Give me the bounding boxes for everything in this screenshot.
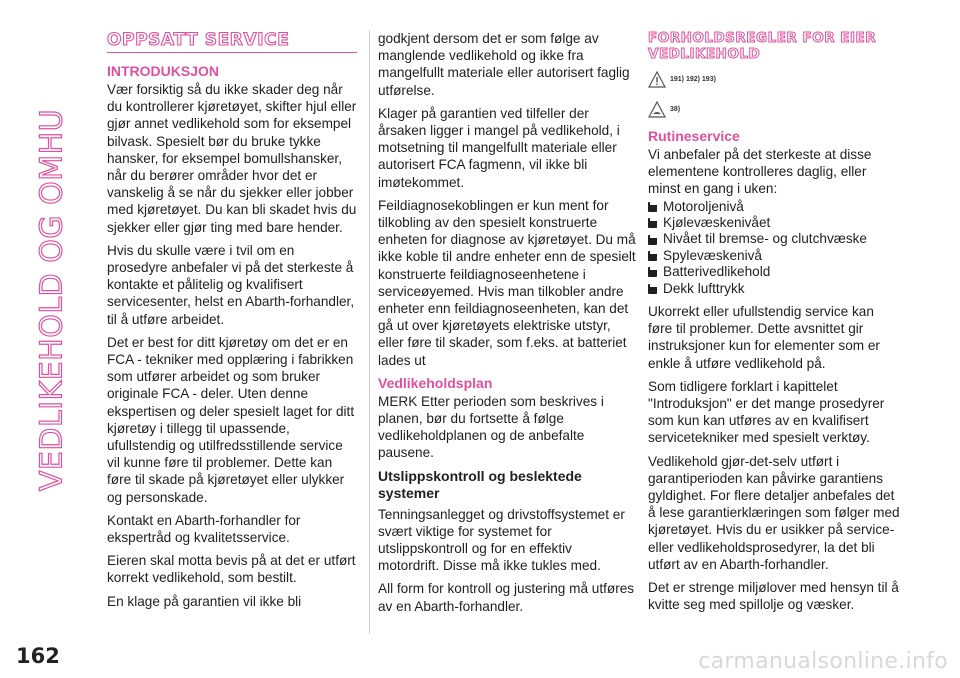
caution-drop-icon (648, 101, 666, 118)
paragraph: Vedlikehold gjør-det-selv utført i garantiperioden kan påvirke garantiens gyldighet. For flere detaljer anbefales det å lese garantierklæringen som følger med kjøretøyet. Hvis du er usikker på service- eller vedlikeholdsprosedyrer, la det bli utført av en Abarth-forhandler. (648, 453, 900, 572)
check-bullet-icon (648, 217, 659, 229)
check-list-item: Nivået til bremse- og clutchvæske (648, 231, 900, 247)
column-right (648, 30, 900, 620)
check-list-item: Kjølevæskenivået (648, 215, 900, 231)
emission-control-heading: Utslippskontroll og beslektede systemer (378, 467, 582, 501)
check-bullet-icon (648, 234, 659, 246)
warning-triangle-icon (648, 71, 666, 88)
page-title: OPPSATT SERVICE (107, 30, 357, 53)
precautions-title: FORHOLDSREGLER FOR EIER VEDLIKEHOLD (648, 30, 877, 62)
paragraph: MERK Etter perioden som beskrives i planen, bør du fortsette å følge vedlikeholdplanen og de anbefalte pausene. (378, 393, 604, 461)
paragraph: Kontakt en Abarth-forhandler for ekspertråd og kvalitetsservice. (107, 512, 301, 546)
column-left (107, 30, 357, 616)
paragraph: godkjent dersom det er som følge av manglende vedlikehold og ikke fra mangelfullt materiale eller autorisert faglig utførelse. (378, 31, 630, 98)
check-list (648, 199, 900, 297)
maintenance-plan-heading: Vedlikeholdsplan (378, 374, 493, 391)
paragraph: Det er best for ditt kjøretøy om det er en FCA - tekniker med opplæring i fabrikken som utfører arbeidet og som bruker originale FCA - deler. Uten denne ekspertisen og deler spesielt laget for ditt kjøretøy i tillegg til upassende, ufullstendig og utilfredsstillende service vil kunne føre til problemer. Dette kan føre til skade på kjøretøyet eller ulykker og personskade. (107, 334, 355, 505)
paragraph: Klager på garantien ved tilfeller der årsaken ligger i mangel på vedlikehold, i motsetning til mangelfullt materiale eller autorisert FCA fagmenn, vil ikke bli imøtekommet. (378, 105, 620, 190)
warning-reference (648, 68, 900, 90)
check-bullet-icon (648, 201, 659, 213)
page-number: 162 (16, 644, 60, 668)
paragraph: All form for kontroll og justering må utføres av en Abarth-forhandler. (378, 581, 635, 614)
paragraph: Eieren skal motta bevis på at det er utført korrekt vedlikehold, som bestilt. (107, 553, 356, 586)
paragraph: Vi anbefaler på det sterkeste at disse elementene kontrolleres daglig, eller minst en gang i uken: (648, 147, 872, 197)
paragraph: Ukorrekt eller ufullstendig service kan føre til problemer. Dette avsnittet gir instruksjoner kun for elementer som er enkle å utføre vedlikehold på. (648, 304, 880, 371)
paragraph: Som tidligere forklart i kapittelet "Introduksjon" er det mange prosedyrer som kun kan utføres av en kvalifisert servicetekniker med spesielt verktøy. (648, 378, 885, 446)
check-bullet-icon (648, 250, 659, 262)
paragraph: Feildiagnosekoblingen er kun ment for tilkobling av den spesielt konstruerte enheten for diagnose av kjøretøyet. Du må ikke koble til andre enheter enn de spesielt konstruerte feildiagnoseenhetene i serviceøyemed. Hvis man tilkobler andre enheter enn feildiagnoseenheten, kan det gå ut over kjøretøyets elektriske utstyr, eller føre til skader, som f.eks. at batteriet lades ut (378, 197, 636, 368)
check-list-item: Spylevæskenivå (648, 248, 900, 264)
caution-reference-numbers: 38) (670, 105, 681, 113)
check-bullet-icon (648, 283, 659, 295)
check-list-item: Motoroljenivå (648, 199, 900, 215)
routine-service-heading: Rutineservice (648, 128, 740, 144)
intro-heading: INTRODUKSJON (107, 63, 220, 79)
paragraph: Det er strenge miljølover med hensyn til å kvitte seg med spillolje og væsker. (648, 580, 899, 613)
check-list-item: Dekk lufttrykk (648, 281, 900, 297)
watermark: carmanualsonline.info (698, 649, 948, 674)
paragraph: En klage på garantien vil ikke bli (107, 593, 302, 609)
section-side-title-text: VEDLIKEHOLD OG OMHU (34, 108, 70, 492)
warning-reference-numbers: 191) 192) 193) (670, 75, 716, 83)
check-list-item: Batterivedlikehold (648, 264, 900, 280)
paragraph: Hvis du skulle være i tvil om en prosedyre anbefaler vi på det sterkeste å kontakte et pålitelig og kvalifisert servicesenter, helst en Abarth-forhandler, til å utføre arbeidet. (107, 242, 355, 327)
column-middle (369, 30, 636, 634)
caution-reference (648, 98, 900, 120)
paragraph: Tenningsanlegget og drivstoffsystemet er svært viktige for systemet for utslippskontroll og for en effektiv motordrift. Disse må ikke tukles med. (378, 506, 625, 574)
check-bullet-icon (648, 266, 659, 278)
paragraph: Vær forsiktig så du ikke skader deg når du kontrollerer kjøretøyet, skifter hjul eller gjør annet vedlikehold som for eksempel bilvask. Spesielt bør du bruke tykke hansker, for eksempel bomullshansker, når du berører områder hvor det er vanskelig å se når du sjekker eller jobber med kjøretøyet. Du kan bli skadet hvis du sjekker eller gjør ting med bare hender. (107, 82, 357, 235)
